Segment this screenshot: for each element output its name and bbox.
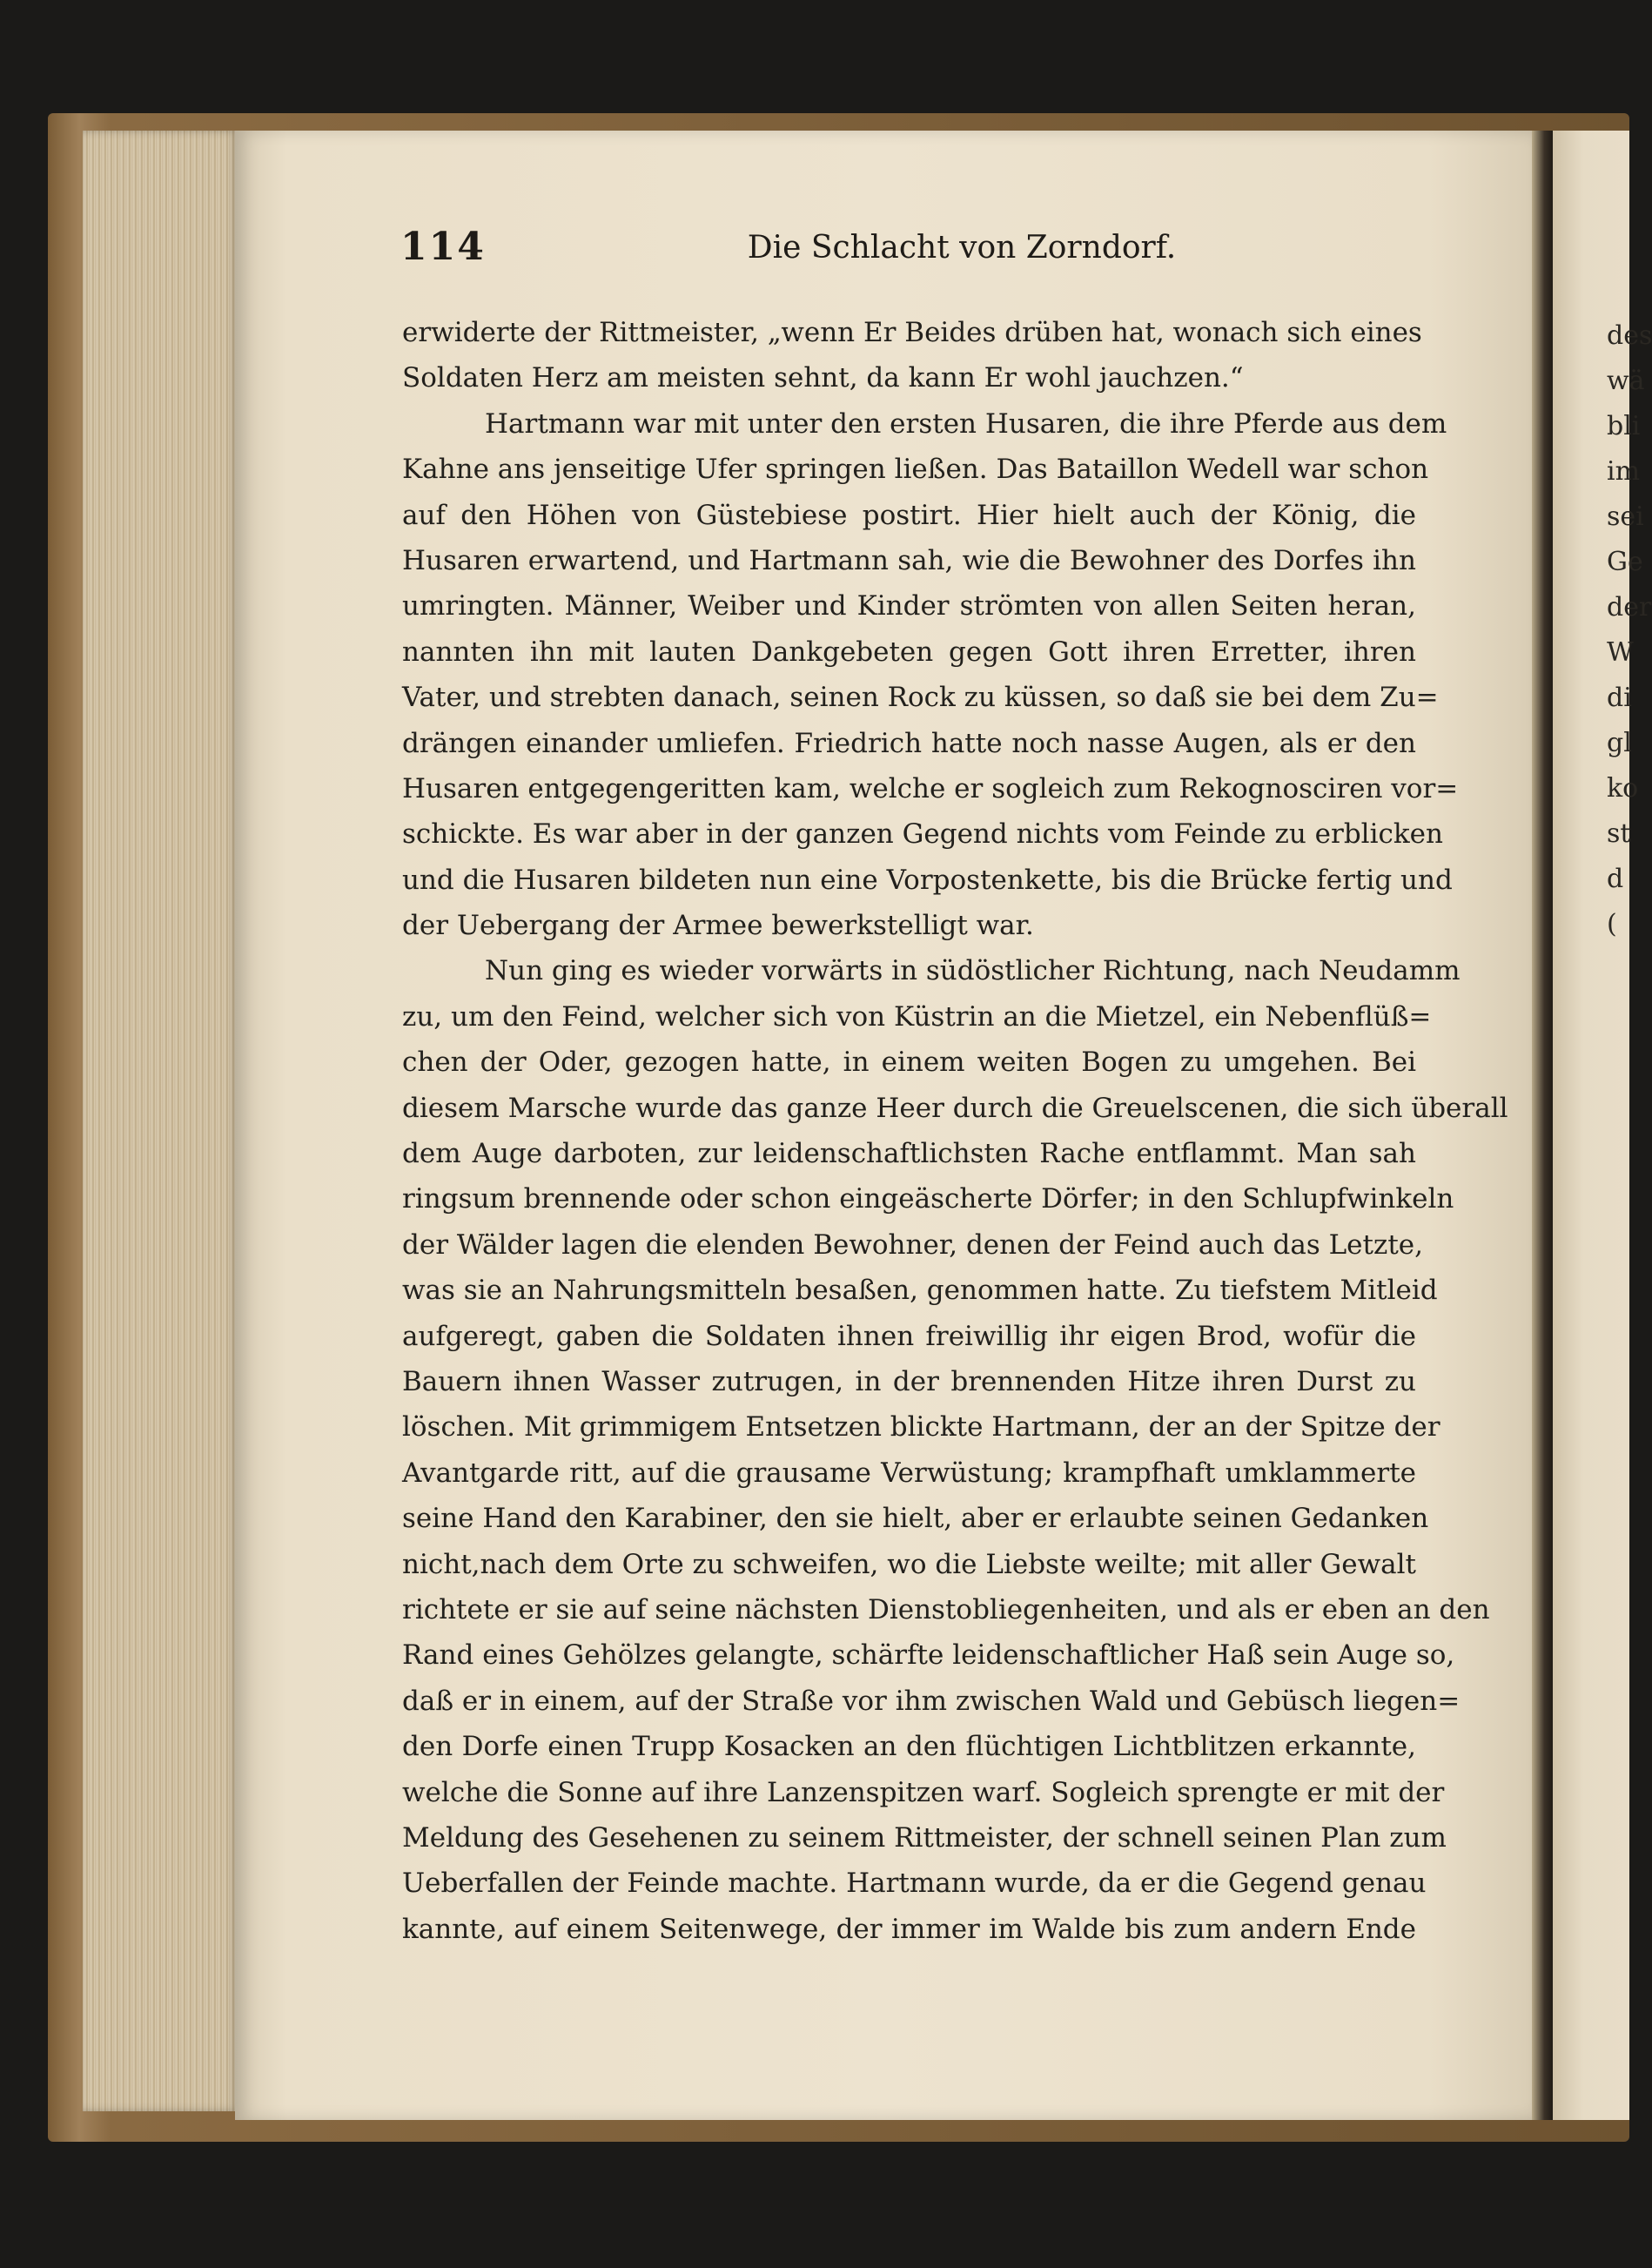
facing-page-fragment: ( xyxy=(1607,909,1617,939)
text-line: und die Husaren bildeten nun eine Vorpostenkette, bis die Brücke fertig und xyxy=(402,864,1453,896)
page-header xyxy=(400,225,1419,286)
text-line: nicht,nach dem Orte zu schweifen, wo die Liebste weilte; mit aller Gewalt xyxy=(402,1548,1416,1580)
text-line: Ueberfallen der Feinde machte. Hartmann wurde, da er die Gegend genau xyxy=(402,1868,1427,1900)
facing-page-fragment: di xyxy=(1607,683,1632,713)
text-line: richtete er sie auf seine nächsten Dienstobliegenheiten, und als er eben an den xyxy=(402,1593,1490,1625)
body-text xyxy=(402,310,1508,1952)
text-line: drängen einander umliefen. Friedrich hatte noch nasse Augen, als er den xyxy=(402,727,1416,759)
text-line: umringten. Männer, Weiber und Kinder strömten von allen Seiten heran, xyxy=(402,590,1416,623)
running-title: Die Schlacht von Zorndorf. xyxy=(747,230,1177,266)
text-line: Soldaten Herz am meisten sehnt, da kann Er wohl jauchzen.“ xyxy=(402,362,1244,394)
facing-page xyxy=(1553,131,1652,2120)
text-line: welche die Sonne auf ihre Lanzenspitzen warf. Sogleich sprengte er mit der xyxy=(402,1776,1445,1808)
facing-page-fragment: bli xyxy=(1607,411,1641,441)
text-line: erwiderte der Rittmeister, „wenn Er Beides drüben hat, wonach sich eines xyxy=(402,317,1422,348)
text-line: Hartmann war mit unter den ersten Husaren, die ihre Pferde aus dem xyxy=(485,407,1447,440)
text-line: Meldung des Gesehenen zu seinem Rittmeister, der schnell seinen Plan zum xyxy=(402,1821,1447,1854)
text-line: Kahne ans jenseitige Ufer springen ließen. Das Bataillon Wedell war schon xyxy=(402,454,1429,486)
text-line: der Wälder lagen die elenden Bewohner, denen der Feind auch das Letzte, xyxy=(402,1228,1423,1261)
text-line: auf den Höhen von Güstebiese postirt. Hier hielt auch der König, die xyxy=(402,499,1416,531)
facing-page-fragment: Ge xyxy=(1607,547,1643,577)
facing-page-fragment: sei xyxy=(1607,501,1644,532)
text-line: nannten ihn mit lauten Dankgebeten gegen Gott ihren Erretter, ihren xyxy=(402,636,1416,668)
facing-page-fragment: d xyxy=(1607,864,1624,894)
text-line: löschen. Mit grimmigem Entsetzen blickte Hartmann, der an der Spitze der xyxy=(402,1411,1440,1444)
page-edges xyxy=(83,131,239,2111)
text-line: Husaren entgegengeritten kam, welche er sogleich zum Rekognosciren vor= xyxy=(402,772,1459,804)
text-line: Bauern ihnen Wasser zutrugen, in der brennenden Hitze ihren Durst zu xyxy=(402,1365,1416,1397)
text-line: den Dorfe einen Trupp Kosacken an den flüchtigen Lichtblitzen erkannte, xyxy=(402,1731,1416,1763)
text-line: chen der Oder, gezogen hatte, in einem weiten Bogen zu umgehen. Bei xyxy=(402,1047,1416,1079)
facing-page-fragment: im xyxy=(1607,456,1641,487)
text-line: dem Auge darboten, zur leidenschaftlichsten Rache entflammt. Man sah xyxy=(402,1138,1416,1170)
text-line: kannte, auf einem Seitenwege, der immer im Walde bis zum andern Ende xyxy=(402,1913,1416,1945)
text-line: seine Hand den Karabiner, den sie hielt, aber er erlaubte seinen Gedanken xyxy=(402,1503,1429,1535)
text-line: schickte. Es war aber in der ganzen Gegend nichts vom Feinde zu erblicken xyxy=(402,818,1443,851)
text-line: Vater, und strebten danach, seinen Rock zu küssen, so daß sie bei dem Zu= xyxy=(402,682,1439,714)
facing-page-fragment: der xyxy=(1607,592,1652,623)
facing-page-fragment: W xyxy=(1607,637,1634,668)
text-line: Avantgarde ritt, auf die grausame Verwüstung; krampfhaft umklammerte xyxy=(402,1457,1416,1489)
page-number: 114 xyxy=(400,225,486,269)
facing-page-fragment: gl xyxy=(1607,728,1632,758)
facing-page-fragment: st xyxy=(1607,818,1631,849)
text-line: Rand eines Gehölzes gelangte, schärfte leidenschaftlicher Haß sein Auge so, xyxy=(402,1639,1455,1672)
text-line: aufgeregt, gaben die Soldaten ihnen freiwillig ihr eigen Brod, wofür die xyxy=(402,1320,1416,1352)
text-line: ringsum brennende oder schon eingeäscherte Dörfer; in den Schlupfwinkeln xyxy=(402,1183,1454,1215)
text-line: zu, um den Feind, welcher sich von Küstrin an die Mietzel, ein Nebenflüß= xyxy=(402,1000,1432,1033)
text-line: daß er in einem, auf der Straße vor ihm zwischen Wald und Gebüsch liegen= xyxy=(402,1685,1461,1717)
text-line: Nun ging es wieder vorwärts in südöstlicher Richtung, nach Neudamm xyxy=(485,955,1461,987)
text-line: der Uebergang der Armee bewerkstelligt war. xyxy=(402,910,1034,942)
facing-page-fragment: wä xyxy=(1607,366,1645,396)
facing-page-fragment: des xyxy=(1607,320,1652,351)
text-line: Husaren erwartend, und Hartmann sah, wie die Bewohner des Dorfes ihn xyxy=(402,544,1416,576)
text-line: was sie an Nahrungsmitteln besaßen, genommen hatte. Zu tiefstem Mitleid xyxy=(402,1275,1438,1307)
facing-page-fragment: ko xyxy=(1607,773,1639,804)
text-line: diesem Marsche wurde das ganze Heer durch die Greuelscenen, die sich überall xyxy=(402,1092,1508,1124)
book-gutter xyxy=(1532,131,1553,2120)
